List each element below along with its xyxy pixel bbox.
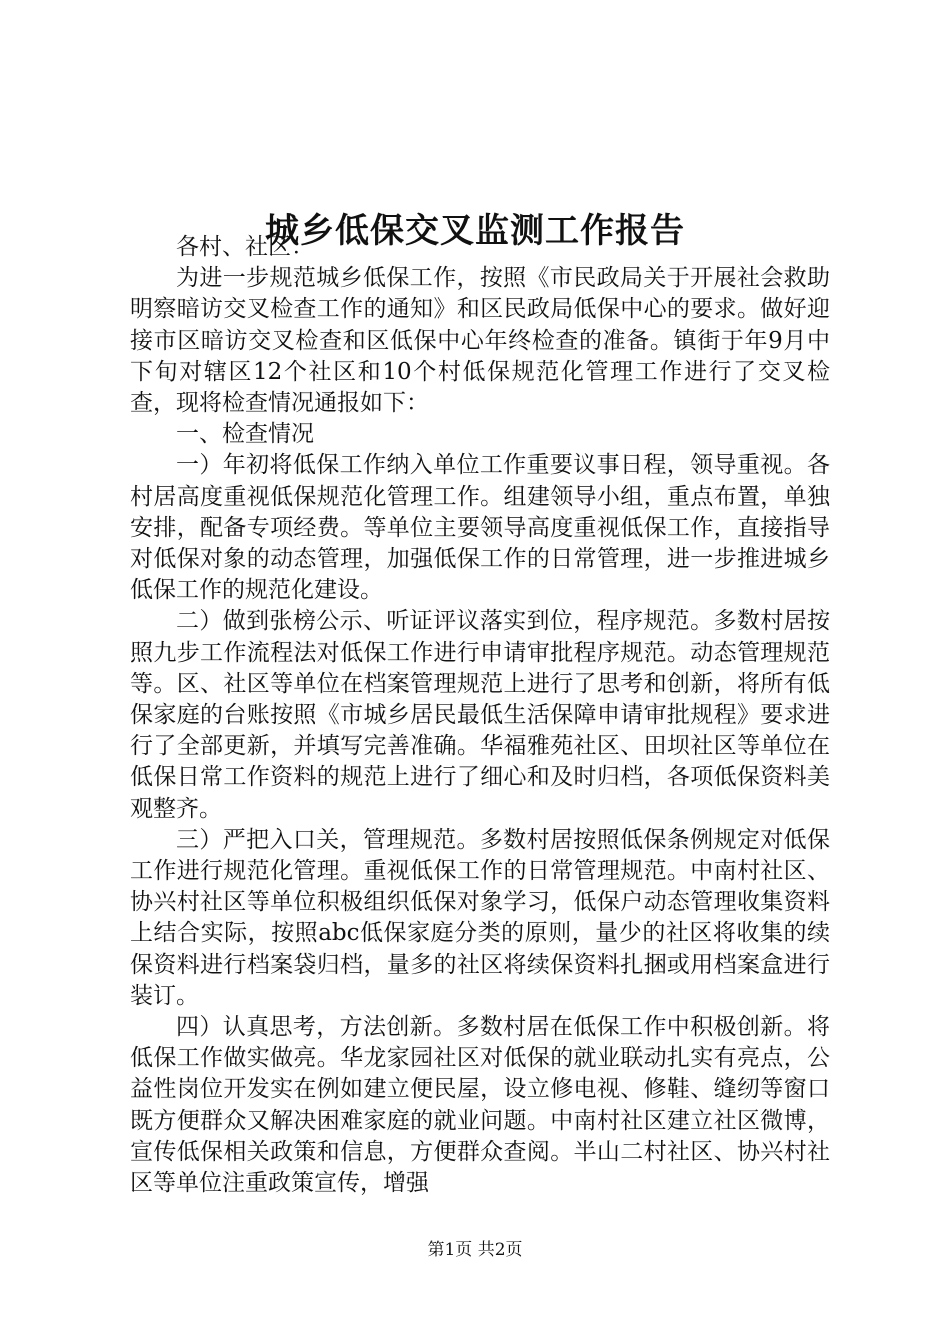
paragraph-item-3: 三）严把入口关，管理规范。多数村居按照低保条例规定对低保工作进行规范化管理。重视低保工作的日常管理规范。中南村社区、协兴村社区等单位积极组织低保对象学习，低保户动态管理收集资料上结合实际，按照abc低保家庭分类的原则，量少的社区将收集的续保资料进行档案袋归档，量多的社区将续保资料扎捆或用档案盒进行装订。 (130, 826, 830, 1009)
document-body (130, 232, 830, 1199)
salutation: 各村、社区： (176, 234, 314, 260)
paragraph-item-1: 一）年初将低保工作纳入单位工作重要议事日程，领导重视。各村居高度重视低保规范化管理工作。组建领导小组，重点布置，单独安排，配备专项经费。等单位主要领导高度重视低保工作，直接指导对低保对象的动态管理，加强低保工作的日常管理，进一步推进城乡低保工作的规范化建设。 (130, 452, 830, 604)
paragraph-intro: 为进一步规范城乡低保工作，按照《市民政局关于开展社会救助明察暗访交叉检查工作的通知》和区民政局低保中心的要求。做好迎接市区暗访交叉检查和区低保中心年终检查的准备。镇街于年9月中下旬对辖区12个社区和10个村低保规范化管理工作进行了交叉检查，现将检查情况通报如下： (130, 265, 830, 417)
page-footer: 第1页 共2页 (427, 1240, 523, 1260)
section-heading: 一、检查情况 (176, 421, 314, 448)
paragraph-item-2: 二）做到张榜公示、听证评议落实到位，程序规范。多数村居按照九步工作流程法对低保工作进行申请审批程序规范。动态管理规范等。区、社区等单位在档案管理规范上进行了思考和创新，将所有低保家庭的台账按照《市城乡居民最低生活保障申请审批规程》要求进行了全部更新，并填写完善准确。华福雅苑社区、田坝社区等单位在低保日常工作资料的规范上进行了细心和及时归档，各项低保资料美观整齐。 (130, 608, 830, 822)
paragraph-item-4: 四）认真思考，方法创新。多数村居在低保工作中积极创新。将低保工作做实做亮。华龙家园社区对低保的就业联动扎实有亮点，公益性岗位开发实在例如建立便民屋，设立修电视、修鞋、缝纫等窗口既方便群众又解决困难家庭的就业问题。中南村社区建立社区微博，宣传低保相关政策和信息，方便群众查阅。半山二村社区、协兴村社区等单位注重政策宣传，增强 (130, 1014, 830, 1197)
document-title: 城乡低保交叉监测工作报告 (265, 210, 685, 251)
